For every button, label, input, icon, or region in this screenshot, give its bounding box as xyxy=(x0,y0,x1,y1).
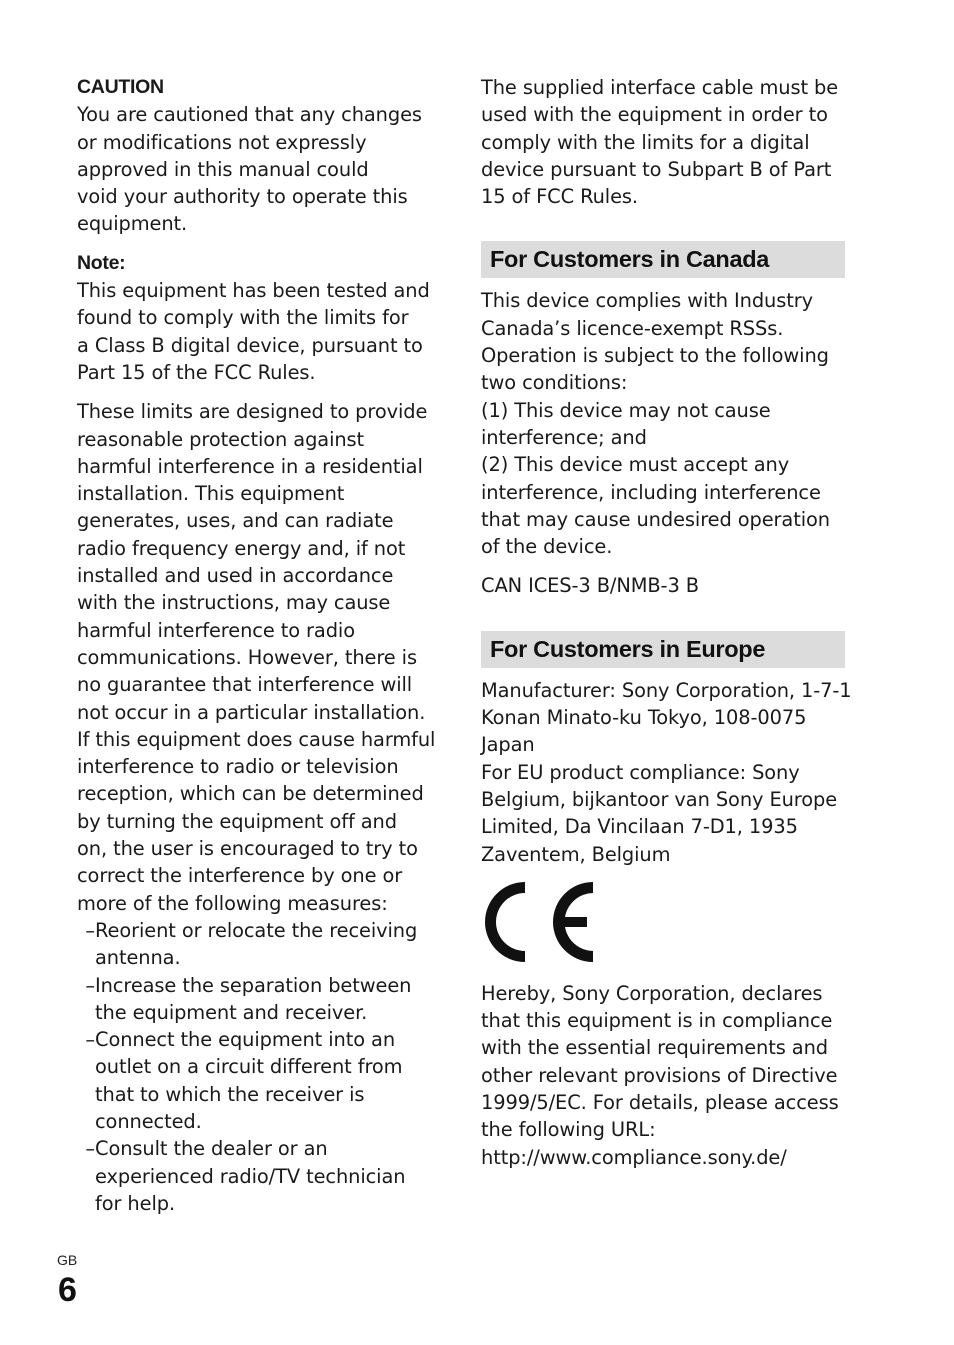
text-line: reception, which can be determined xyxy=(77,782,424,806)
text-line: the following URL: xyxy=(481,1118,656,1142)
text-line: reasonable protection against xyxy=(77,427,365,451)
text-line: antenna. xyxy=(95,946,181,970)
text-line: outlet on a circuit different from xyxy=(95,1055,403,1079)
europe-section-heading: For Customers in Europe xyxy=(481,631,845,668)
text-line: Canada’s licence-exempt RSSs. xyxy=(481,316,784,340)
text-line: experienced radio/TV technician xyxy=(95,1164,406,1188)
text-line: Connect the equipment into an xyxy=(95,1028,396,1052)
text-line: no guarantee that interference will xyxy=(77,673,413,697)
text-line: not occur in a particular installation. xyxy=(77,700,426,724)
declaration-text xyxy=(481,980,845,1171)
text-line: for help. xyxy=(95,1191,176,1215)
ce-mark-icon xyxy=(481,880,595,964)
text-line: communications. However, there is xyxy=(77,645,417,669)
canada-text xyxy=(481,287,845,560)
text-line: correct the interference by one or xyxy=(77,864,403,888)
text-line: This equipment has been tested and xyxy=(77,279,430,303)
text-line: Manufacturer: Sony Corporation, 1-7-1 xyxy=(481,678,852,702)
text-line: Zaventem, Belgium xyxy=(481,842,671,866)
list-item xyxy=(77,917,439,972)
text-line: connected. xyxy=(95,1109,202,1133)
text-line: harmful interference to radio xyxy=(77,618,355,642)
text-line: interference; and xyxy=(481,425,647,449)
note-heading: Note: xyxy=(77,251,126,274)
text-line: Operation is subject to the following xyxy=(481,344,829,368)
text-line: The supplied interface cable must be xyxy=(481,76,839,99)
note-text xyxy=(77,277,439,386)
text-line: You are cautioned that any changes xyxy=(77,103,422,127)
text-line: Belgium, bijkantoor van Sony Europe xyxy=(481,787,838,811)
text-line: equipment. xyxy=(77,212,188,236)
text-line: radio frequency energy and, if not xyxy=(77,536,406,560)
page-number: 6 xyxy=(58,1271,77,1309)
text-line: used with the equipment in order to xyxy=(481,103,828,127)
canada-section-heading: For Customers in Canada xyxy=(481,241,845,278)
text-line: a Class B digital device, pursuant to xyxy=(77,333,423,357)
text-line: by turning the equipment off and xyxy=(77,809,397,833)
text-line: that may cause undesired operation xyxy=(481,507,830,531)
caution-heading: CAUTION xyxy=(77,76,164,98)
text-line: the equipment and receiver. xyxy=(95,1000,368,1024)
text-line: interference to radio or television xyxy=(77,755,399,779)
text-line: that this equipment is in compliance xyxy=(481,1009,833,1033)
dash-bullet: – xyxy=(85,973,95,997)
text-line: or modifications not expressly xyxy=(77,130,367,154)
text-line: more of the following measures: xyxy=(77,891,388,915)
left-column xyxy=(77,74,439,1217)
text-line: Hereby, Sony Corporation, declares xyxy=(481,981,823,1005)
dash-bullet: – xyxy=(85,1028,95,1052)
page-region-label: GB xyxy=(57,1252,78,1268)
text-line: installed and used in accordance xyxy=(77,564,394,588)
text-line: two conditions: xyxy=(481,371,628,395)
europe-text xyxy=(481,677,852,868)
text-line: on, the user is encouraged to try to xyxy=(77,837,418,861)
text-line: approved in this manual could xyxy=(77,157,369,181)
text-line: Part 15 of the FCC Rules. xyxy=(77,360,316,384)
text-line: other relevant provisions of Directive xyxy=(481,1063,838,1087)
text-line: 15 of FCC Rules. xyxy=(481,185,638,209)
text-line: Konan Minato-ku Tokyo, 108-0075 xyxy=(481,706,807,730)
text-line: of the device. xyxy=(481,535,613,559)
text-line: This device complies with Industry xyxy=(481,289,813,313)
text-line: interference, including interference xyxy=(481,480,821,504)
text-line: comply with the limits for a digital xyxy=(481,130,810,154)
list-item xyxy=(77,1026,439,1135)
dash-bullet: – xyxy=(85,918,95,942)
text-line: with the essential requirements and xyxy=(481,1036,828,1060)
text-line: Japan xyxy=(481,733,535,757)
text-line: (2) This device must accept any xyxy=(481,453,790,477)
text-line: that to which the receiver is xyxy=(95,1082,365,1106)
caution-text xyxy=(77,101,439,237)
right-column xyxy=(481,74,852,1171)
limits-text xyxy=(77,398,439,917)
text-line: Consult the dealer or an xyxy=(95,1137,328,1161)
text-line: Increase the separation between xyxy=(95,973,412,997)
text-line: installation. This equipment xyxy=(77,482,345,506)
text-line: 1999/5/EC. For details, please access xyxy=(481,1091,839,1115)
can-ices-label: CAN ICES-3 B/NMB-3 B xyxy=(481,574,699,598)
compliance-url: http://www.compliance.sony.de/ xyxy=(481,1145,787,1169)
measures-list xyxy=(77,917,439,1217)
list-item xyxy=(77,972,439,1027)
text-line: void your authority to operate this xyxy=(77,185,408,209)
text-line: For EU product compliance: Sony xyxy=(481,760,800,784)
text-line: (1) This device may not cause xyxy=(481,398,771,422)
text-line: These limits are designed to provide xyxy=(77,400,428,424)
text-line: Limited, Da Vincilaan 7-D1, 1935 xyxy=(481,815,798,839)
text-line: found to comply with the limits for xyxy=(77,306,409,330)
text-line: If this equipment does cause harmful xyxy=(77,727,436,751)
text-line: harmful interference in a residential xyxy=(77,454,423,478)
dash-bullet: – xyxy=(85,1137,95,1161)
text-line: with the instructions, may cause xyxy=(77,591,391,615)
text-line: device pursuant to Subpart B of Part xyxy=(481,157,832,181)
list-item xyxy=(77,1135,439,1217)
text-line: generates, uses, and can radiate xyxy=(77,509,394,533)
cable-text xyxy=(481,74,845,210)
text-line: Reorient or relocate the receiving xyxy=(95,918,418,942)
